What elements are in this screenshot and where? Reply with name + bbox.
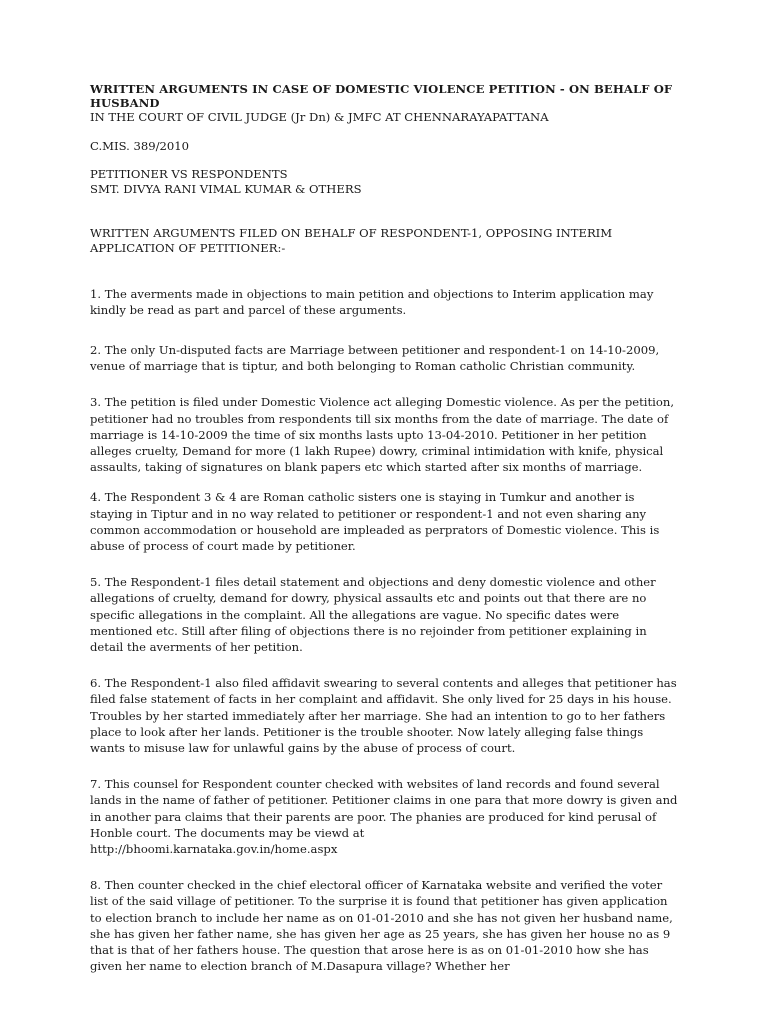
paragraph-3: 3. The petition is filed under Domestic Violence act alleging Domestic violence. As per the petition, petitioner had no troubles from respondents till six months from the date of marriage. The date of marriage is 14-10-2009 the time of six months lasts upto 13-04-2010. Petitioner in her petition alleges cruelty, Demand for more (1 lakh Rupee) dowry, criminal intimidation with knife, physical assaults, taking of signatures on blank papers etc which started after six months of marriage. — [90, 395, 675, 475]
paragraph-6: 6. The Respondent-1 also filed affidavit swearing to several contents and alleges that petitioner has filed false statement of facts in her complaint and affidavit. She only lived for 25 days in his house. Troubles by her started immediately after her marriage. She had an intention to go to her fathers place to look after her lands. Petitioner is the trouble shooter. Now lately alleging false things wants to misuse law for unlawful gains by the abuse of process of court. — [90, 676, 677, 756]
subheading: WRITTEN ARGUMENTS FILED ON BEHALF OF RESPONDENT-1, OPPOSING INTERIM APPLICATION OF PETITIONER:- — [90, 226, 613, 255]
paragraph-4: 4. The Respondent 3 & 4 are Roman catholic sisters one is staying in Tumkur and another is staying in Tiptur and in no way related to petitioner or respondent-1 and not even sharing any common accommodation or household are impleaded as perprators of Domestic violence. This is abuse of process of court made by petitioner. — [90, 490, 660, 553]
parties-line-1: PETITIONER VS RESPONDENTS — [90, 167, 288, 182]
land-records-link[interactable]: http://bhoomi.karnataka.gov.in/home.aspx — [90, 842, 338, 857]
paragraph-2: 2. The only Un-disputed facts are Marriage between petitioner and respondent-1 on 14-10-2009, venue of marriage that is tiptur, and both belonging to Roman catholic Christian community. — [90, 342, 660, 374]
parties-line-2: SMT. DIVYA RANI VIMAL KUMAR & OTHERS — [90, 181, 362, 196]
paragraph-7: 7. This counsel for Respondent counter checked with websites of land records and found several lands in the name of father of petitioner. Petitioner claims in one para that more dowry is given and in another para claims that their parents are poor. The phanies are produced for kind perusal of Honble court. The documents may be viewd at — [90, 777, 678, 840]
court-name: IN THE COURT OF CIVIL JUDGE (Jr Dn) & JMFC AT CHENNARAYAPATTANA — [90, 110, 549, 124]
paragraph-8: 8. Then counter checked in the chief electoral officer of Karnataka website and verified the voter list of the said village of petitioner. To the surprise it is found that petitioner has given application to election branch to include her name as on 01-01-2010 and she has not given her husband name, she has given her father name, she has given her age as 25 years, she has given her house no as 9 that is that of her fathers house. The question that arose here is as on 01-01-2010 how she has given her name to election branch of M.Dasapura village? Whether her — [90, 878, 673, 974]
document-title: WRITTEN ARGUMENTS IN CASE OF DOMESTIC VIOLENCE PETITION - ON BEHALF OF HUSBAND — [90, 82, 673, 110]
paragraph-5: 5. The Respondent-1 files detail statement and objections and deny domestic violence and other allegations of cruelty, demand for dowry, physical assaults etc and points out that there are no specific allegations in the complaint. All the allegations are vague. No specific dates were mentioned etc. Still after filing of objections there is no rejoinder from petitioner explaining in detail the averments of her petition. — [90, 575, 656, 655]
case-number: C.MIS. 389/2010 — [90, 138, 190, 153]
paragraph-1: 1. The averments made in objections to main petition and objections to Interim application may kindly be read as part and parcel of these arguments. — [90, 286, 654, 317]
